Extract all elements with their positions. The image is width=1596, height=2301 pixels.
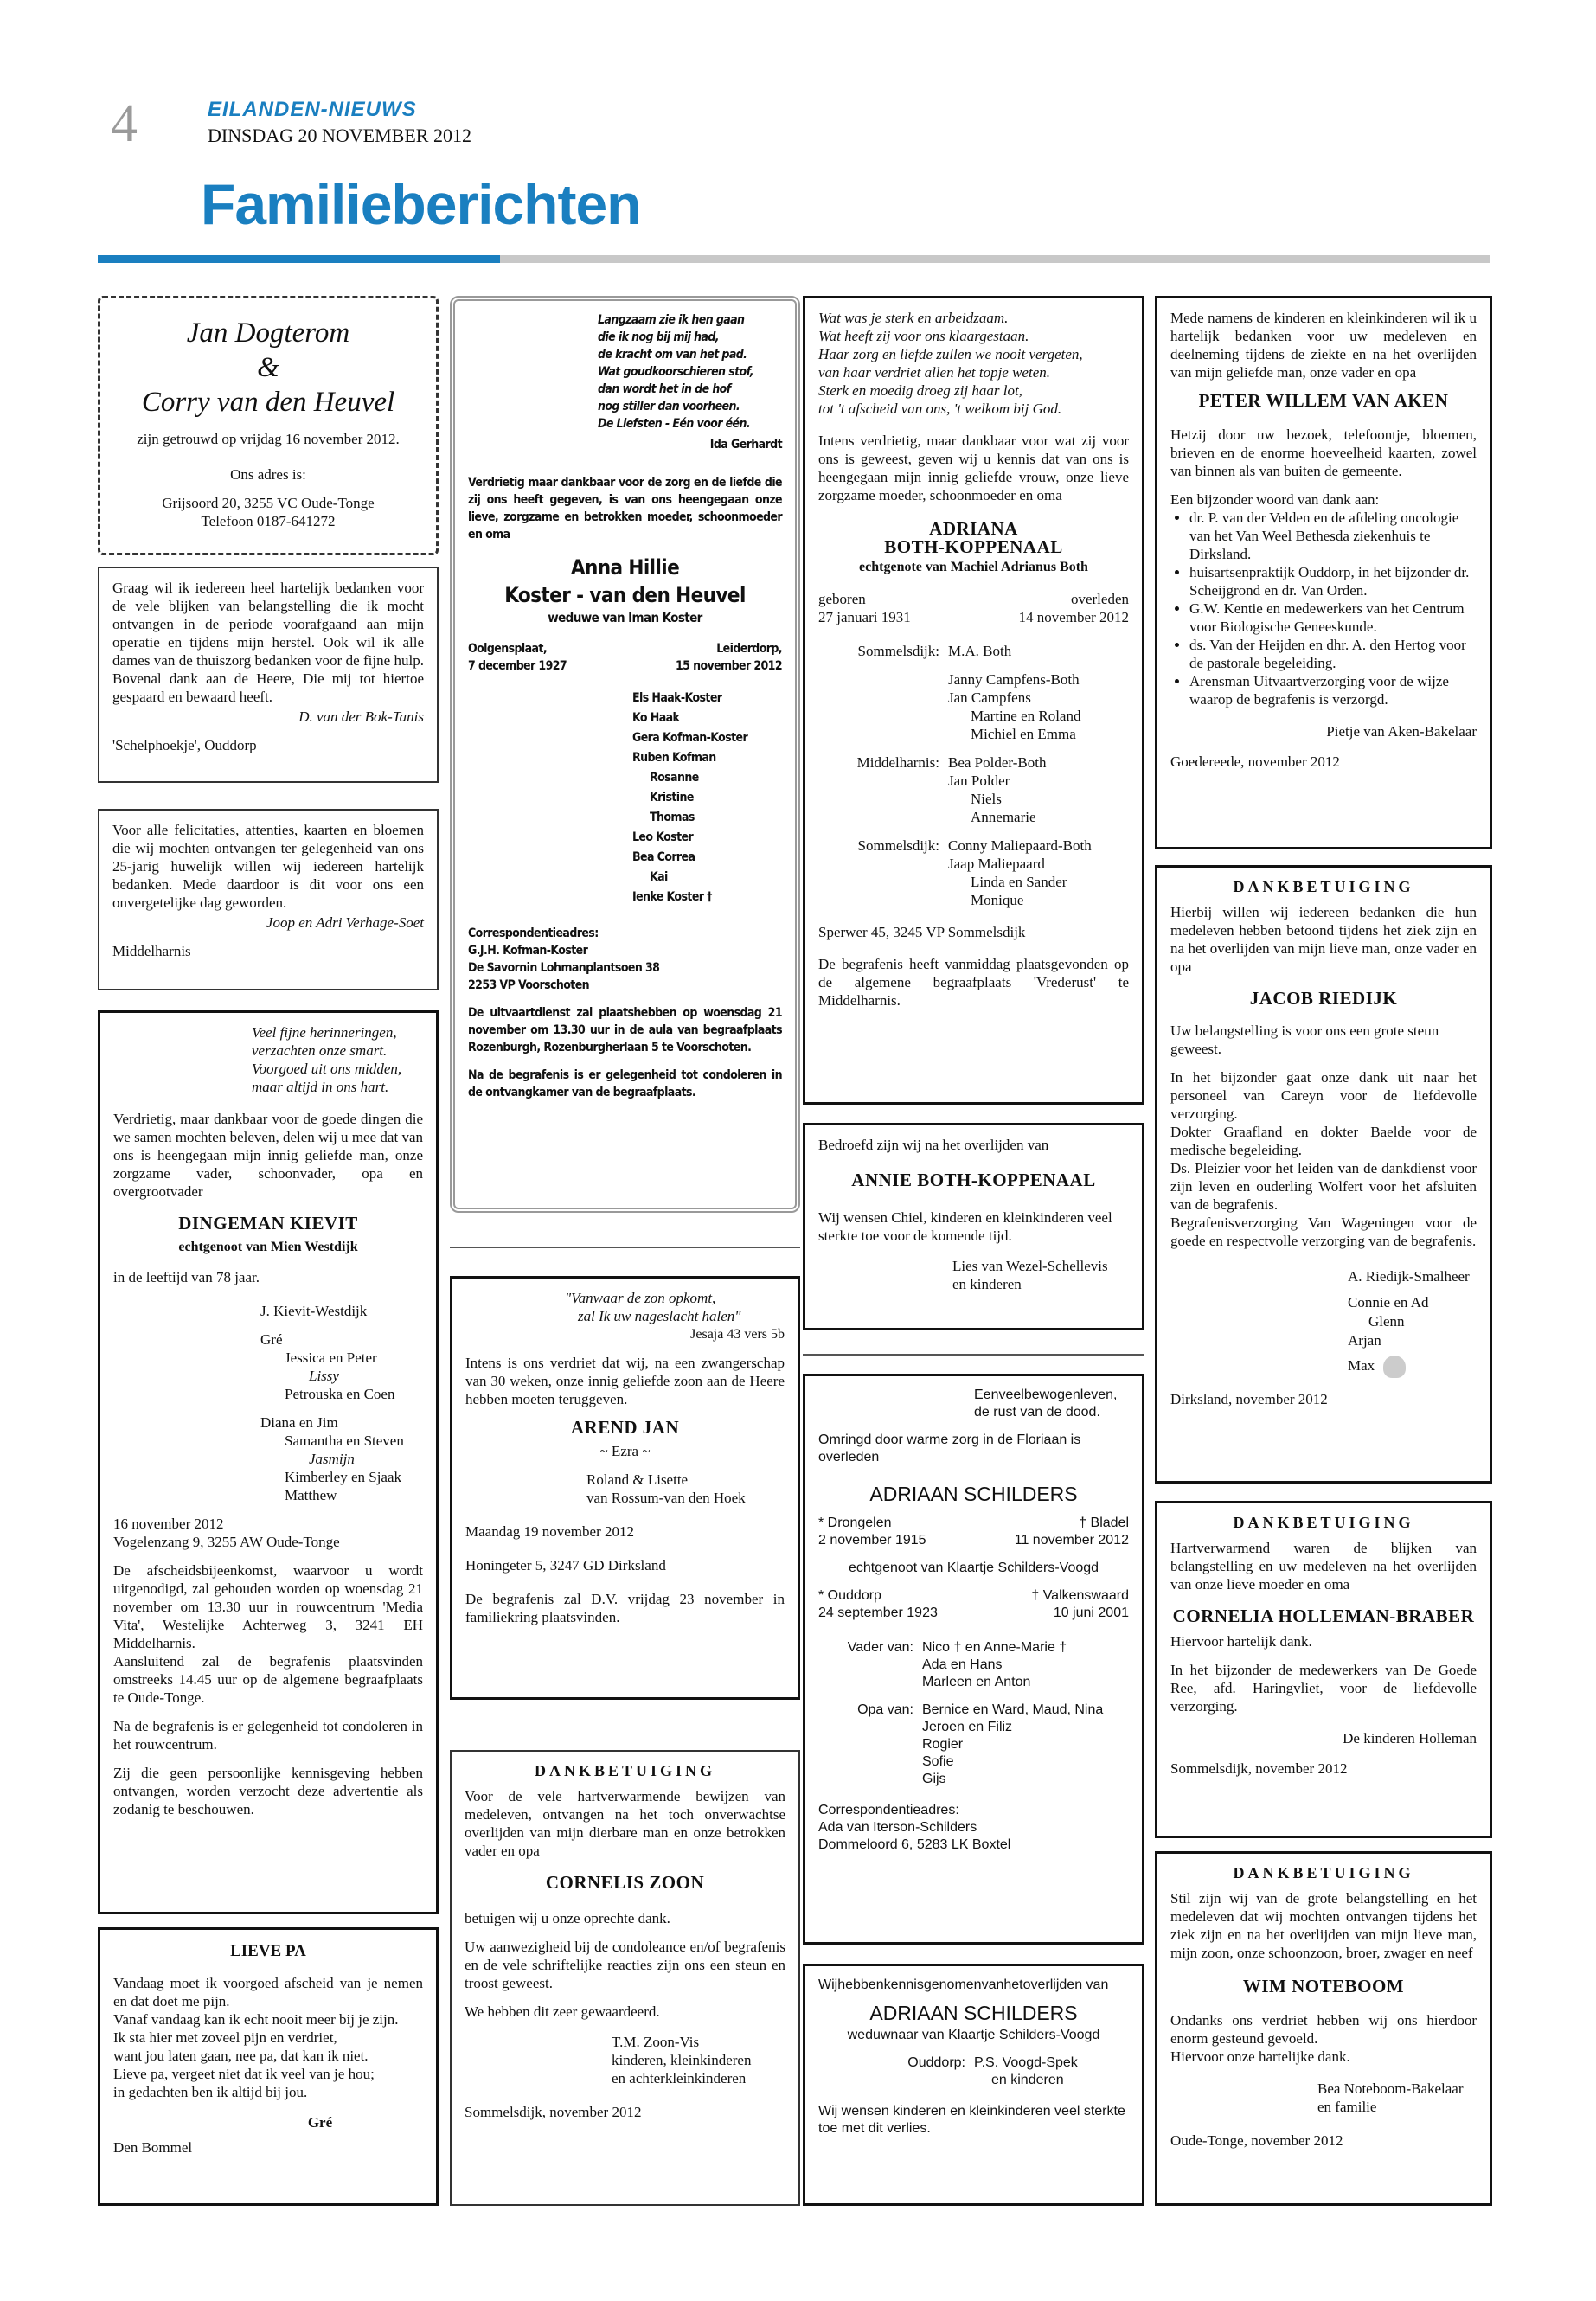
child-nickname: ~ Ezra ~ — [599, 1443, 651, 1459]
dankbetuiging-noteboom — [1155, 1851, 1492, 2206]
family: Jan Polder — [948, 772, 1010, 789]
poem-line: Wat was je sterk en arbeidzaam. — [818, 310, 1009, 326]
thanks-text: Een bijzonder woord van dank aan: — [1170, 491, 1380, 508]
funeral-text: De begrafenis heeft vanmiddag plaatsgevonden op de algemene begraafplaats 'Vrederust' te Middelharnis. — [818, 956, 1129, 1009]
family: Leo Koster — [632, 830, 694, 844]
thanks-text: Ds. Pleizier voor het leiden van de dankdienst voor zijn leven en ouderling Wolfert voor het afsluiten van de begrafenis. — [1170, 1160, 1477, 1213]
thanks-item: • huisartsenpraktijk Ouddorp, in het bijzonder dr. Scheijgrond en dr. Van Orden. — [1189, 563, 1477, 599]
intro: Verdrietig, maar dankbaar voor de goede dingen die we samen mochten beleven, delen wij u mee dat van ons is heengegaan mijn innig geliefde man, onze zorgzame vader, schoonvader, opa en overgrootvader — [113, 1111, 423, 1200]
family: Niels — [971, 791, 1002, 807]
signature: Gré — [307, 2114, 333, 2131]
died-place: Leiderdorp, — [716, 642, 782, 656]
poem-line: Ik sta hier met zoveel pijn en verdriet, — [113, 2029, 337, 2046]
family: Janny Campfens-Both — [948, 671, 1080, 688]
intro: Intens is ons verdriet dat wij, na een zwangerschap van 30 weken, onze innig geliefde zoon aan de Heere hebben moeten teruggeven. — [465, 1355, 785, 1407]
header-rule-accent — [98, 255, 500, 263]
poem-line: dan wordt het in de hof — [598, 382, 731, 396]
family: Annemarie — [971, 809, 1036, 825]
intro: Hartverwarmend waren de blijken van belangstelling en uw medeleven na het overlijden van onze lieve moeder en oma — [1170, 1540, 1477, 1593]
relation-label: Opa van: — [857, 1702, 913, 1717]
poem-line: de rust van de dood. — [974, 1405, 1100, 1420]
deceased-name: BOTH-KOPPENAAL — [884, 536, 1063, 557]
died-date: 10 juni 2001 — [1053, 1606, 1129, 1620]
spouse: weduwnaar van Klaartje Schilders-Voogd — [847, 2028, 1100, 2042]
place-label: Sommelsdijk: — [857, 643, 939, 659]
thanks-text: Graag wil ik iedereen heel hartelijk bedanken voor de vele blijken van belangstelling die ik mocht ontvangen in de periode voorafgaand aan mijn operatie en tijdens mijn herstel. Ook wil ik alle dames van de thuiszorg bedanken voor de fijne hulp. Bovenal dank aan de Heere, Die mij tot hiertoe gespaard en bewaard heeft. — [112, 580, 424, 705]
family: Gijs — [922, 1772, 946, 1786]
intro: Hierbij willen wij iedereen bedanken die hun medeleven hebben betoond tijdens het ziek zijn en na het overlijden van mijn lieve man, onze vader en opa — [1170, 904, 1477, 975]
corr-label: Correspondentieadres: — [818, 1803, 959, 1817]
parents: van Rossum-van den Hoek — [586, 1490, 746, 1506]
born-date: 27 januari 1931 — [818, 609, 911, 625]
page-number: 4 — [111, 94, 138, 153]
thanks-text: Uw aanwezigheid bij de condoleance en/of begrafenis en de vele schriftelijke reacties zijn ons een steun en troost geweest. — [465, 1939, 785, 1991]
deceased-name: ANNIE BOTH-KOPPENAAL — [851, 1170, 1096, 1190]
place-label: Ouddorp: — [907, 2055, 965, 2070]
poem-line: Lieve pa, vergeet niet dat ik veel van je hou; — [113, 2066, 375, 2082]
obituary-schilders — [803, 1374, 1144, 1945]
poem-line: Vandaag moet ik voorgoed afscheid van je nemen en dat doet me pijn. — [113, 1975, 423, 2009]
address: Vogelenzang 9, 3255 AW Oude-Tonge — [113, 1534, 340, 1550]
deceased-name: PETER WILLEM VAN AKEN — [1198, 390, 1449, 411]
signature: Glenn — [1368, 1313, 1405, 1330]
born-place: Oolgensplaat, — [468, 642, 548, 656]
deceased-name: ADRIANA — [929, 518, 1018, 539]
poem-line: maar altijd in ons hart. — [252, 1079, 389, 1095]
poem-line: in gedachten ben ik altijd bij jou. — [113, 2084, 308, 2100]
died-place: † Valkenswaard — [1031, 1588, 1129, 1603]
family: Bea Polder-Both — [948, 754, 1047, 771]
wish: Wij wensen kinderen en kleinkinderen veel sterkte toe met dit verlies. — [818, 2104, 1125, 2136]
signature: kinderen, kleinkinderen — [612, 2052, 752, 2068]
signature: P.S. Voogd-Spek — [974, 2055, 1078, 2070]
relation-label: Vader van: — [847, 1640, 913, 1655]
born-date: 7 december 1927 — [468, 659, 567, 673]
poem-author: Ida Gerhardt — [709, 438, 782, 452]
poem-line: nog stiller dan voorheen. — [598, 400, 740, 413]
signature: en kinderen — [991, 2073, 1064, 2087]
family: Ienke Koster † — [632, 890, 712, 904]
family: Michiel en Emma — [971, 726, 1076, 742]
family: Martine en Roland — [971, 708, 1081, 724]
died-date: 15 november 2012 — [675, 659, 782, 673]
poem-line: Wat heeft zij voor ons klaargestaan. — [818, 328, 1029, 344]
widow-of: weduwe van Iman Koster — [548, 610, 702, 625]
intro: Intens verdrietig, maar dankbaar voor wat zij voor ons is geweest, geven wij u kennis dat van ons is heengegaan mijn innig geliefde vrouw, onze lieve zorgzame moeder, schoonmoeder en oma — [818, 433, 1129, 503]
phone: Telefoon 0187-641272 — [201, 513, 336, 529]
family: Matthew — [285, 1487, 337, 1503]
date: Maandag 19 november 2012 — [465, 1523, 634, 1540]
child-name: AREND JAN — [570, 1417, 680, 1438]
obituary-adriana — [803, 296, 1144, 1105]
dank-heading: DANKBETUIGING — [1233, 1514, 1414, 1531]
corr-line: De Savornin Lohmanplantsoen 38 — [468, 961, 660, 975]
intro: Verdrietig maar dankbaar voor de zorg en de liefde die zij ons heeft gegeven, is van ons heengegaan onze lieve, zorgzame en betrokken moeder, schoonmoeder en oma — [468, 476, 782, 542]
deceased-name: DINGEMAN KIEVIT — [178, 1213, 358, 1234]
thanks-item: • G.W. Kentie en medewerkers van het Centrum voor Biologische Geneeskunde. — [1189, 599, 1477, 636]
funeral-text: De afscheidsbijeenkomst, waarvoor u wordt uitgenodigd, zal gehouden worden op woensdag 21 november om 13.30 uur in rouwcentrum 'Media Vita', Westelijke Achterweg 3, 3241 EH Middelharnis. — [113, 1562, 423, 1651]
signature: Bea Noteboom-Bakelaar — [1317, 2080, 1464, 2097]
dankbetuiging-aken — [1155, 296, 1492, 849]
place: Middelharnis — [112, 943, 191, 959]
notice-text: Zij die geen persoonlijke kennisgeving hebben ontvangen, worden verzocht deze advertentie als zodanig te beschouwen. — [113, 1765, 423, 1817]
married-text: zijn getrouwd op vrijdag 16 november 2012. — [137, 431, 400, 447]
deceased-name: ADRIAAN SCHILDERS — [869, 1483, 1078, 1505]
intro: Omringd door warme zorg in de Floriaan is overleden — [818, 1433, 1081, 1465]
condolence-text: Na de begrafenis is er gelegenheid tot condoleren in het rouwcentrum. — [113, 1718, 423, 1753]
thanks-text: Voor alle felicitaties, attenties, kaarten en bloemen die wij mochten ontvangen ter gelegenheid van ons 25-jarig huwelijk willen wij iedereen hartelijk bedanken. Mede daardoor is dit voor ons een onvergetelijke dag geworden. — [112, 822, 424, 911]
bible-ref: Jesaja 43 vers 5b — [690, 1327, 785, 1342]
family: Nico † en Anne-Marie † — [922, 1640, 1067, 1655]
dank-heading: DANKBETUIGING — [1233, 878, 1414, 895]
address: Grijsoord 20, 3255 VC Oude-Tonge — [162, 495, 375, 511]
separator — [803, 1354, 1144, 1356]
place: Oude-Tonge, november 2012 — [1170, 2132, 1343, 2149]
address: Honingeter 5, 3247 GD Dirksland — [465, 1557, 666, 1574]
place: 'Schelphoekje', Ouddorp — [112, 737, 257, 753]
family: Ko Haak — [632, 711, 680, 725]
family: Kimberley en Sjaak — [285, 1469, 402, 1485]
family: Thomas — [650, 811, 695, 824]
family: Conny Maliepaard-Both — [948, 837, 1092, 854]
handprint-icon — [1383, 1356, 1406, 1378]
signature: Max — [1348, 1356, 1375, 1374]
family: Bernice en Ward, Maud, Nina — [922, 1702, 1104, 1717]
family: Jan Campfens — [948, 689, 1031, 706]
address: Sperwer 45, 3245 VP Sommelsdijk — [818, 924, 1026, 940]
quote-line: "Vanwaar de zon opkomt, — [565, 1290, 716, 1306]
thanks-verhage — [98, 809, 439, 990]
poem-line: Veel fijne herinneringen, — [252, 1024, 397, 1041]
wedding-announcement — [98, 296, 439, 555]
family: Rosanne — [650, 771, 699, 785]
obituary-koster — [450, 296, 800, 1213]
header-rule-gray — [500, 255, 1490, 263]
poem-line: Sterk en moedig droeg zij haar lot, — [818, 382, 1022, 399]
corr-line: Ada van Iterson-Schilders — [818, 1820, 977, 1835]
service-text: De uitvaartdienst zal plaatshebben op woensdag 21 november om 13.30 uur in de aula van begraafplaats Rozenburgh, Rozenburgherlaan 5 te Voorschoten. — [468, 1006, 782, 1054]
condolence-annie — [803, 1123, 1144, 1330]
funeral-text: De begrafenis zal D.V. vrijdag 23 november in familiekring plaatsvinden. — [465, 1591, 785, 1625]
place: Sommelsdijk, november 2012 — [1170, 1760, 1348, 1777]
parents: Roland & Lisette — [586, 1471, 689, 1488]
poem-line: Eenveelbewogenleven, — [974, 1388, 1118, 1402]
separator — [450, 1247, 800, 1248]
intro: Mede namens de kinderen en kleinkinderen wil ik u hartelijk bedanken voor uw medeleven en deelneming tijdens de ziekte en na het overlijden van mijn geliefde man, onze vader en opa — [1170, 310, 1477, 381]
obituary-kievit — [98, 1010, 439, 1914]
signature: en familie — [1317, 2099, 1377, 2115]
family: Marleen en Anton — [922, 1675, 1031, 1689]
funeral-text: Aansluitend zal de begrafenis plaatsvinden omstreeks 14.45 uur op de algemene begraafplaats te Oude-Tonge. — [113, 1653, 423, 1706]
corr-line: 2253 VP Voorschoten — [468, 978, 590, 992]
family: Diana en Jim — [260, 1414, 338, 1431]
thanks-item: • Arensman Uitvaartverzorging voor de wijze waarop de begrafenis is verzorgd. — [1189, 672, 1477, 708]
born-place: * Drongelen — [818, 1516, 892, 1530]
place: Dirksland, november 2012 — [1170, 1391, 1328, 1407]
thanks-text: Hiervoor onze hartelijke dank. — [1170, 2048, 1350, 2065]
thanks-text: Hiervoor hartelijk dank. — [1170, 1633, 1312, 1650]
family: J. Kievit-Westdijk — [260, 1303, 368, 1319]
born-date: 2 november 1915 — [818, 1533, 926, 1548]
poem-line: Wat goudkoorschieren stof, — [598, 365, 753, 379]
signature: en kinderen — [952, 1276, 1022, 1292]
born-label: geboren — [818, 591, 866, 607]
issue-date: DINSDAG 20 NOVEMBER 2012 — [208, 125, 471, 146]
thanks-text: In het bijzonder gaat onze dank uit naar het personeel van Careyn voor de liefdevolle verzorging. — [1170, 1069, 1477, 1122]
died-date: 11 november 2012 — [1014, 1533, 1129, 1548]
signature: Joop en Adri Verhage-Soet — [266, 914, 424, 931]
family: Ada en Hans — [922, 1657, 1003, 1672]
thanks-text: We hebben dit zeer gewaardeerd. — [465, 2003, 660, 2020]
dankbetuiging-holleman — [1155, 1501, 1492, 1838]
family: Petrouska en Coen — [285, 1386, 395, 1402]
paper-name: EILANDEN-NIEUWS — [208, 98, 417, 121]
family: Sofie — [922, 1754, 954, 1769]
thanks-text: Ondanks ons verdriet hebben wij ons hierdoor enorm gesteund gevoeld. — [1170, 2012, 1477, 2047]
signature: Pietje van Aken-Bakelaar — [1326, 723, 1477, 740]
bride-name: Corry van den Heuvel — [141, 387, 395, 418]
family: Samantha en Steven — [285, 1433, 404, 1449]
corr-label: Correspondentieadres: — [468, 926, 599, 940]
family: M.A. Both — [948, 643, 1012, 659]
thanks-text: Dokter Graafland en dokter Baelde voor de medische begeleiding. — [1170, 1124, 1477, 1158]
dankbetuiging-zoon — [450, 1750, 800, 2206]
thanks-item: • ds. Van der Heijden en dhr. A. den Hertog voor de pastorale begeleiding. — [1189, 636, 1477, 672]
signature: Lies van Wezel-Schellevis — [952, 1258, 1108, 1274]
spouse: echtgenoot van Klaartje Schilders-Voogd — [848, 1561, 1099, 1575]
deceased-name: WIM NOTEBOOM — [1242, 1976, 1405, 1997]
dank-heading: DANKBETUIGING — [1233, 1864, 1414, 1881]
poem-line: verzachten onze smart. — [252, 1042, 388, 1059]
died-label: overleden — [1070, 591, 1129, 607]
intro: Stil zijn wij van de grote belangstelling en het medeleven dat wij mochten ontvangen tijdens het ziek zijn en na het overlijden van mijn lieve man, mijn zoon, onze schoonzoon, broer, zwager en neef — [1170, 1890, 1477, 1961]
deceased-name: Koster - van den Heuvel — [504, 583, 746, 607]
family: Jaap Maliepaard — [948, 856, 1045, 872]
condolence-schilders — [803, 1964, 1144, 2206]
family: Lissy — [309, 1368, 339, 1384]
family: Linda en Sander — [971, 874, 1067, 890]
deceased-name: JACOB RIEDIJK — [1249, 988, 1398, 1009]
intro: Wijhebbenkennisgenomenvanhetoverlijden van — [818, 1977, 1109, 1992]
condolence-text: Na de begrafenis is er gelegenheid tot condoleren in de ontvangkamer van de begraafplaats. — [468, 1068, 782, 1099]
groom-name: Jan Dogterom — [186, 317, 350, 349]
family: Kai — [650, 870, 668, 884]
signature: A. Riedijk-Smalheer — [1348, 1268, 1470, 1285]
poem-line: van haar verdriet allen het topje weten. — [818, 364, 1050, 381]
place: Sommelsdijk, november 2012 — [465, 2104, 642, 2120]
family: Monique — [971, 892, 1024, 908]
family: Rogier — [922, 1737, 964, 1752]
died-place: † Bladel — [1079, 1516, 1129, 1530]
thanks-text: In het bijzonder de medewerkers van De Goede Ree, afd. Haringvliet, voor de liefdevolle verzorging. — [1170, 1662, 1477, 1715]
intro: Voor de vele hartverwarmende bewijzen van medeleven, ontvangen na het toch onverwachtse overlijden van mijn dierbare man en onze betrokken vader en opa — [465, 1788, 785, 1859]
quote-line: zal Ik uw nageslacht halen" — [578, 1308, 741, 1324]
intro: Bedroefd zijn wij na het overlijden van — [818, 1137, 1049, 1153]
family: Kristine — [650, 791, 694, 804]
deceased-name: ADRIAAN SCHILDERS — [869, 2002, 1078, 2024]
family: Ruben Kofman — [632, 751, 716, 765]
wish: Wij wensen Chiel, kinderen en kleinkinderen veel sterkte toe voor de komende tijd. — [818, 1209, 1112, 1244]
place: Goedereede, november 2012 — [1170, 753, 1340, 770]
poem-line: die ik nog bij mij had, — [598, 330, 719, 344]
family: Gera Kofman-Koster — [632, 731, 748, 745]
poem-lieve-pa — [98, 1927, 439, 2206]
poem-line: Vanaf vandaag kan ik echt nooit meer bij je zijn. — [113, 2011, 399, 2028]
thanks-text: Uw belangstelling is voor ons een grote steun geweest. — [1170, 1022, 1439, 1057]
poem-line: tot 't afscheid van ons, 't welkom bij God. — [818, 401, 1062, 417]
age: in de leeftijd van 78 jaar. — [113, 1269, 260, 1285]
deceased-name: CORNELIA HOLLEMAN-BRABER — [1172, 1606, 1475, 1626]
corr-line: Dommeloord 6, 5283 LK Boxtel — [818, 1837, 1011, 1852]
place: Den Bommel — [113, 2139, 193, 2156]
poem-title: LIEVE PA — [230, 1942, 306, 1960]
family: Els Haak-Koster — [632, 691, 722, 705]
poem-line: Voorgoed uit ons midden, — [252, 1061, 402, 1077]
family: Bea Correa — [632, 850, 695, 864]
family: Jessica en Peter — [285, 1349, 377, 1366]
signature: Arjan — [1348, 1332, 1381, 1349]
date: 16 november 2012 — [113, 1516, 224, 1532]
ampersand: & — [257, 352, 279, 383]
section-title: Familieberichten — [201, 172, 641, 236]
thanks-text: Begrafenisverzorging Van Wageningen voor de goede en respectvolle verzorging van de begrafenis. — [1170, 1215, 1477, 1249]
birth-death-arend — [450, 1276, 800, 1700]
poem-line: Langzaam zie ik hen gaan — [598, 313, 745, 327]
died-date: 14 november 2012 — [1018, 609, 1129, 625]
signature: D. van der Bok-Tanis — [298, 708, 424, 725]
deceased-name: CORNELIS ZOON — [545, 1872, 705, 1893]
born-place: * Ouddorp — [818, 1588, 881, 1603]
deceased-name: Anna Hillie — [570, 555, 680, 580]
spouse: echtgenoot van Mien Westdijk — [178, 1240, 358, 1254]
thanks-item: • dr. P. van der Velden en de afdeling oncologie van het Van Weel Bethesda ziekenhuis te Dirksland. — [1189, 509, 1477, 563]
address-label: Ons adres is: — [230, 466, 306, 483]
poem-line: De Liefsten - Eén voor één. — [598, 417, 751, 431]
poem-line: want jou laten gaan, nee pa, dat kan ik niet. — [113, 2048, 369, 2064]
dank-heading: DANKBETUIGING — [534, 1762, 716, 1779]
poem-line: Haar zorg en liefde zullen we nooit vergeten, — [818, 346, 1083, 362]
thanks-bok-tanis — [98, 567, 439, 783]
thanks: betuigen wij u onze oprechte dank. — [465, 1910, 670, 1926]
signature: en achterkleinkinderen — [612, 2070, 747, 2086]
signature: Connie en Ad — [1348, 1294, 1429, 1311]
signature: De kinderen Holleman — [1343, 1730, 1477, 1747]
family: Gré — [260, 1331, 283, 1348]
thanks-text: Hetzij door uw bezoek, telefoontje, bloemen, brieven en de enorme hoeveelheid kaarten, zowel van binnen als van buiten de gemeente. — [1170, 426, 1477, 479]
signature: T.M. Zoon-Vis — [612, 2034, 700, 2050]
poem-line: de kracht om van het pad. — [598, 348, 747, 362]
place-label: Middelharnis: — [856, 754, 939, 771]
family: Jeroen en Filiz — [922, 1720, 1013, 1734]
family: Jasmijn — [309, 1451, 355, 1467]
dankbetuiging-riedijk — [1155, 865, 1492, 1484]
place-label: Sommelsdijk: — [857, 837, 939, 854]
born-date: 24 september 1923 — [818, 1606, 938, 1620]
corr-line: G.J.H. Kofman-Koster — [468, 944, 588, 958]
spouse: echtgenote van Machiel Adrianus Both — [859, 560, 1088, 574]
